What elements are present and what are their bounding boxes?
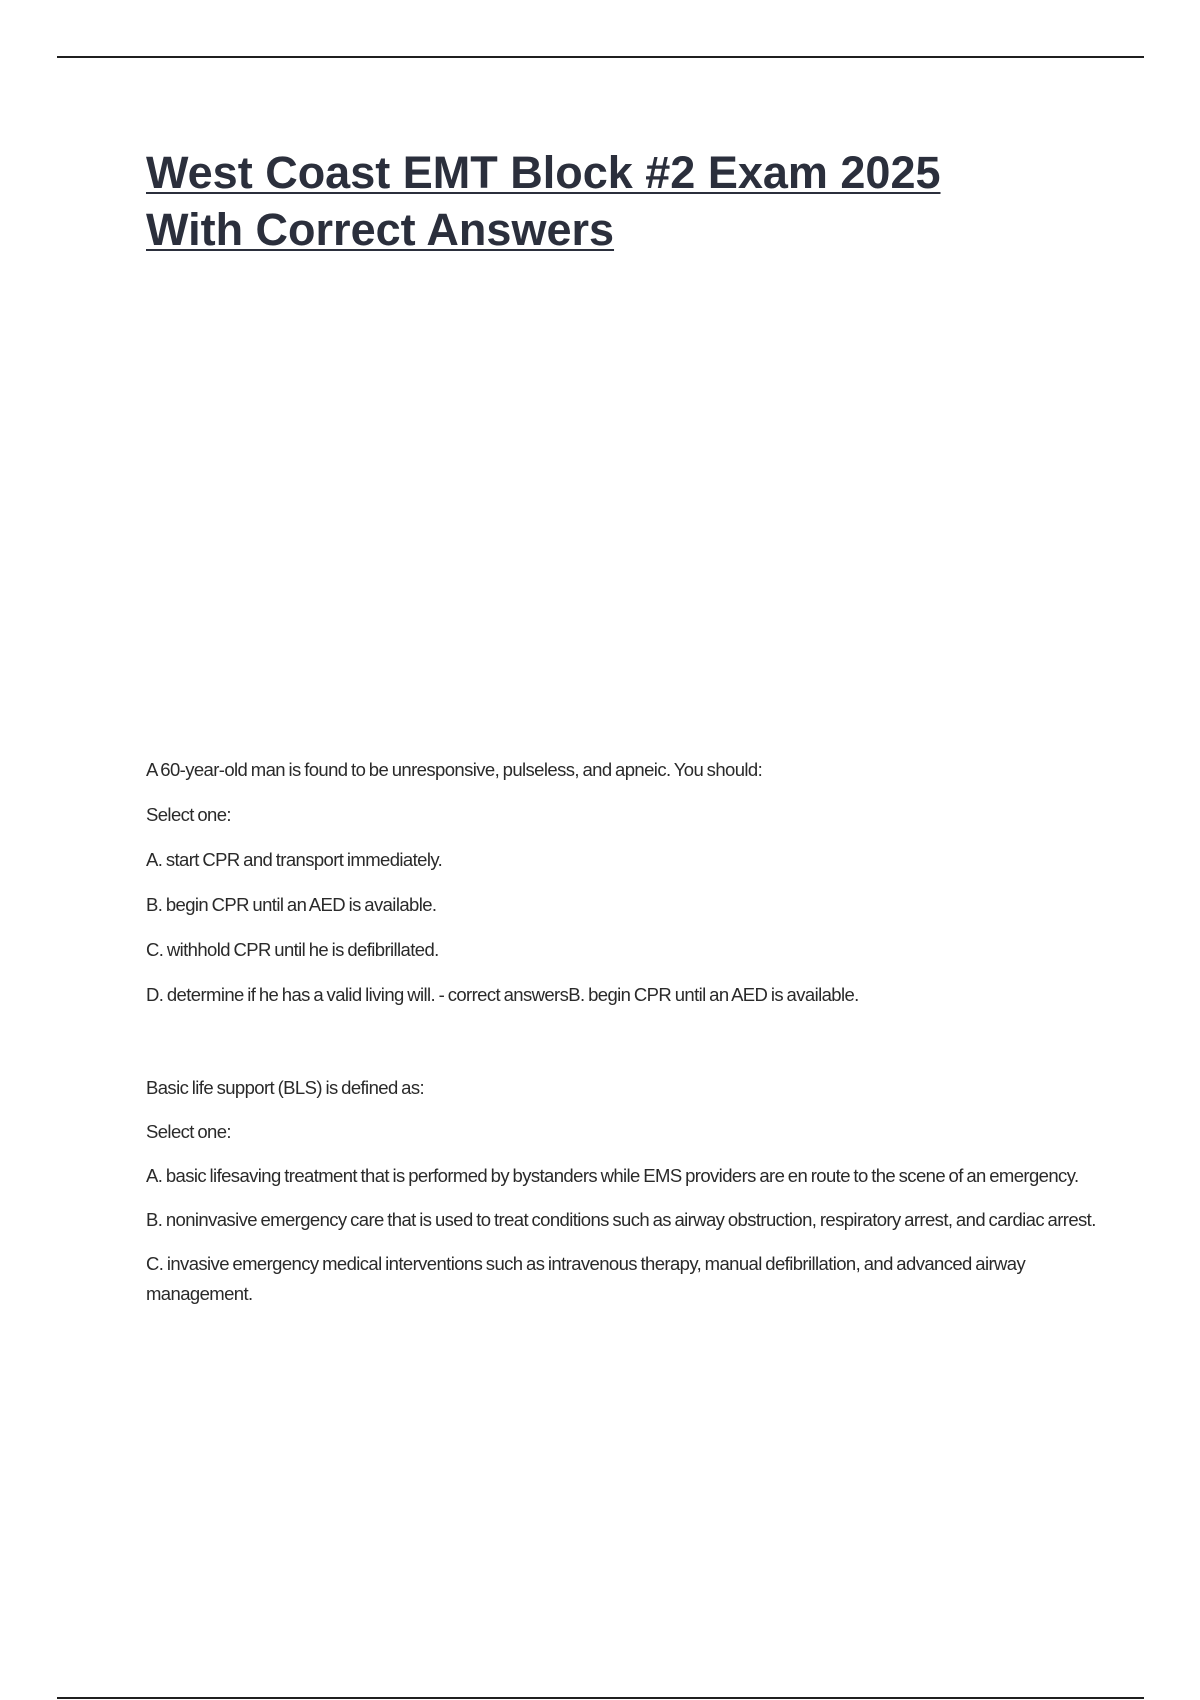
title-line-1: West Coast EMT Block #2 Exam 2025 bbox=[146, 147, 941, 198]
question-prompt: Basic life support (BLS) is defined as: bbox=[146, 1077, 425, 1098]
answer-option-b: B. begin CPR until an AED is available. bbox=[146, 894, 437, 915]
answer-option-a: A. start CPR and transport immediately. bbox=[146, 849, 443, 870]
title-line-2: With Correct Answers bbox=[146, 204, 615, 255]
answer-option-c: C. withhold CPR until he is defibrillated. bbox=[146, 939, 439, 960]
answer-option-c: C. invasive emergency medical interventions such as intravenous therapy, manual defibrillation, and advanced airway management. bbox=[146, 1253, 1026, 1304]
answer-option-a: A. basic lifesaving treatment that is performed by bystanders while EMS providers are en route to the scene of an emergency. bbox=[146, 1165, 1079, 1186]
select-one-label: Select one: bbox=[146, 804, 231, 825]
question-block-1 bbox=[146, 755, 1096, 1025]
question-block-2 bbox=[146, 1073, 1096, 1323]
answer-option-d: D. determine if he has a valid living will. - correct answersB. begin CPR until an AED is available. bbox=[146, 984, 859, 1005]
select-one-label: Select one: bbox=[146, 1121, 231, 1142]
bottom-divider bbox=[57, 1697, 1144, 1699]
question-prompt: A 60-year-old man is found to be unresponsive, pulseless, and apneic. You should: bbox=[146, 759, 763, 780]
document-title bbox=[146, 144, 1106, 258]
answer-option-b: B. noninvasive emergency care that is used to treat conditions such as airway obstruction, respiratory arrest, and cardiac arrest. bbox=[146, 1209, 1096, 1230]
top-divider bbox=[57, 56, 1144, 58]
